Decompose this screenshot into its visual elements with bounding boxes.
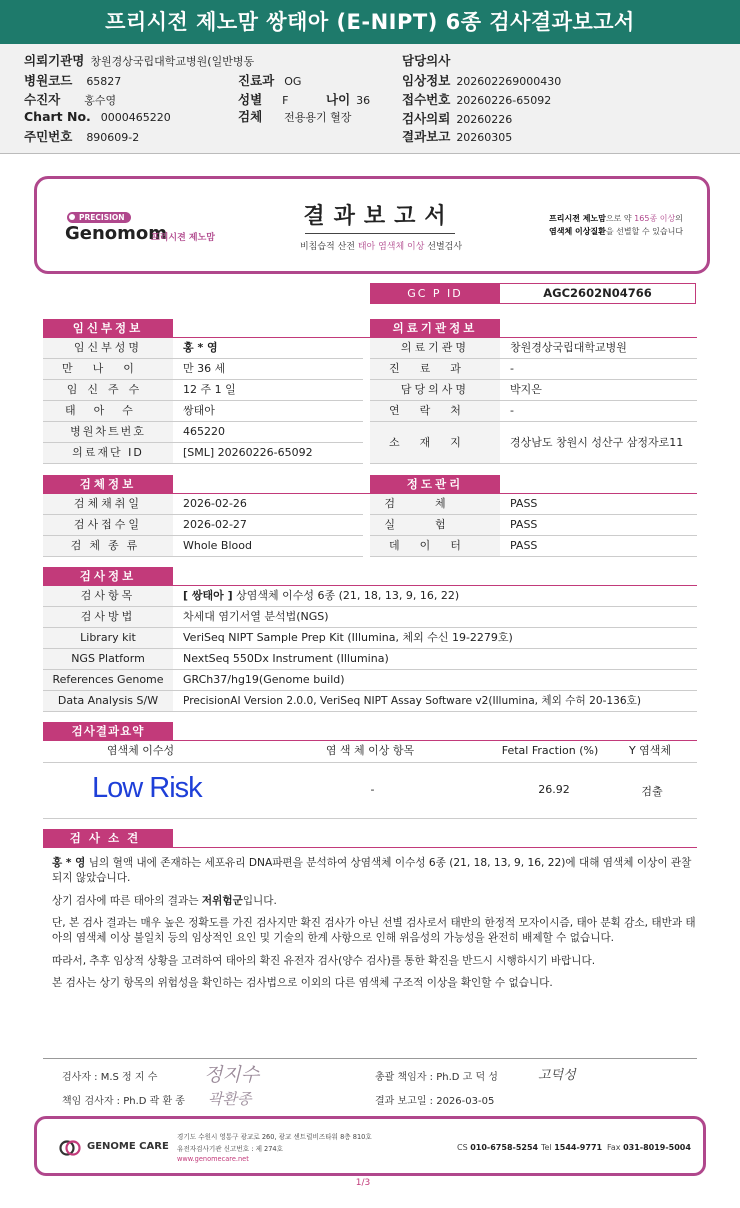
genome-care-logo-icon: [59, 1139, 81, 1157]
info-receipt-no: [402, 90, 551, 108]
license-number: 유전자검사기관 신고번호 : 제 274호: [177, 1145, 283, 1153]
row-value: 2026-02-27: [183, 518, 247, 531]
qc-row: [370, 494, 697, 515]
info-value: 202602269000430: [456, 75, 562, 88]
info-label: 검사의뢰: [402, 111, 451, 126]
company-footer: [34, 1116, 706, 1176]
tagline-text: 으로 약: [605, 214, 635, 223]
precision-badge: [67, 212, 131, 223]
opinion-text: 입니다.: [242, 895, 277, 907]
row-value: Whole Blood: [183, 539, 252, 552]
tagline-brand: 프리시젼 제노맘: [549, 214, 606, 223]
row-label: 검체채취일: [43, 494, 173, 514]
banner-tagline-1: [549, 213, 683, 224]
row-value: GRCh37/hg19(Genome build): [183, 673, 345, 686]
info-sex: [238, 90, 288, 108]
patient-row: [43, 380, 363, 401]
specimen-row: [43, 515, 363, 536]
row-label: 태아수: [43, 401, 173, 421]
risk-group: 저위험군: [201, 895, 243, 907]
summary-abnormal-value: -: [370, 783, 375, 796]
contact-value: 010-6758-5254: [470, 1143, 539, 1152]
test-row: [43, 628, 697, 649]
qc-row: [370, 536, 697, 557]
info-value: 창원경상국립대학교병원(일반병동: [90, 55, 255, 68]
row-value: 창원경상국립대학교병원: [510, 341, 627, 354]
contact-label: Fax: [607, 1143, 621, 1152]
opinion-text: 상기 검사에 따른 태아의 결과는: [52, 895, 202, 907]
patient-row: [43, 359, 363, 380]
row-value: 차세대 염기서열 분석법(NGS): [183, 610, 329, 623]
summary-y-value: 검출: [641, 785, 663, 798]
row-label: 검사방법: [43, 607, 173, 627]
info-value: 36: [356, 94, 371, 107]
row-value: 465220: [183, 425, 225, 438]
gcpid-label: GC P ID: [370, 283, 500, 304]
director-signature: 고덕성: [538, 1068, 576, 1083]
info-label: 접수번호: [402, 92, 451, 107]
contact-value: 1544-9771: [554, 1143, 603, 1152]
opinion-paragraph-3: 단, 본 검사 결과는 매우 높은 정확도를 가진 검사지만 확진 검사가 아닌 선별 검사로서 태반의 한정적 모자이시즘, 태아 분획 감소, 태반과 태아의 염색체 이상 불일치 등의 임상적인 요인 및 기술의 한계 사항으로 인해 위음성의 가능성을 완전히 배제할 수 없습니다.: [52, 917, 696, 944]
info-value: 전용용기 혈장: [284, 111, 352, 124]
info-resident-no: [24, 127, 139, 145]
row-value: 만 36 세: [183, 362, 226, 375]
opinion-paragraph-4: 따라서, 추후 임상적 상황을 고려하여 태아의 확진 유전자 검사(양수 검사)를 통한 확진을 반드시 시행하시기 바랍니다.: [52, 955, 596, 967]
report-subtitle: [281, 239, 481, 252]
info-request-date: [402, 109, 512, 127]
precision-label: PRECISION: [79, 213, 125, 222]
specimen-row: [43, 536, 363, 557]
row-value: -: [510, 362, 514, 375]
info-doctor: [402, 51, 456, 69]
row-label: 검체종류: [43, 536, 173, 556]
row-label: 검체: [370, 494, 500, 514]
row-label: 의료기관명: [370, 338, 500, 358]
row-value: 홍 * 영: [183, 341, 218, 354]
row-label: 검사항목: [43, 586, 173, 606]
heading-underline: [305, 233, 455, 234]
row-value: 2026-02-26: [183, 497, 247, 510]
row-label: 연락처: [370, 401, 500, 421]
opinion-paragraph-1: [52, 856, 697, 886]
chief-tester-name: 책임 검사자 : Ph.D 곽 환 종: [62, 1096, 185, 1107]
row-label: 실험: [370, 515, 500, 535]
chief-signature: 곽환종: [208, 1090, 252, 1108]
test-row: [43, 649, 697, 670]
summary-bottom-divider: [43, 818, 697, 819]
row-label: References Genome: [43, 670, 173, 690]
section-qc-title: 정도관리: [370, 475, 500, 493]
test-row: [43, 607, 697, 628]
subtitle-part: 비침습적 산전: [299, 242, 358, 252]
test-row: [43, 586, 697, 607]
info-value: OG: [284, 75, 302, 88]
section-hospital-title: 의료기관정보: [370, 319, 500, 337]
info-chart-no: [24, 109, 171, 124]
patient-row: [43, 443, 363, 464]
info-label: 의뢰기관명: [24, 53, 85, 68]
hospital-row: [370, 359, 697, 380]
info-label: 담당의사: [402, 53, 451, 68]
info-label: 성별: [238, 92, 263, 107]
row-value: 박지은: [510, 383, 542, 396]
specimen-row: [43, 494, 363, 515]
summary-fetal-fraction-value: 26.92: [538, 783, 570, 796]
row-label: 만나이: [43, 359, 173, 379]
opinion-paragraph-2: [52, 894, 697, 909]
tagline-text: 을 선별할 수 있습니다: [605, 227, 684, 236]
row-label: 진료과: [370, 359, 500, 379]
report-heading: 결과보고서: [303, 203, 455, 229]
row-label: Data Analysis S/W: [43, 691, 173, 711]
gcpid-value: AGC2602N04766: [500, 283, 696, 304]
opinion-paragraph-5: 본 검사는 상기 항목의 위험성을 확인하는 검사법으로 이외의 다른 염색체 구조적 이상을 확인할 수 없습니다.: [52, 977, 553, 989]
summary-header-y: Y 염색체: [628, 744, 672, 757]
row-label: 병원차트번호: [43, 422, 173, 442]
row-value: [SML] 20260226-65092: [183, 446, 313, 459]
tagline-bold: 염색체 이상질환: [549, 227, 606, 236]
result-low-risk: Low Risk: [92, 772, 202, 804]
tester-signature: 정지수: [204, 1064, 260, 1086]
row-value: -: [510, 404, 514, 417]
summary-header-fetal-fraction: Fetal Fraction (%): [501, 744, 599, 757]
test-item-twin: [ 쌍태아 ]: [183, 589, 233, 602]
company-name: GENOME CARE: [87, 1141, 169, 1152]
section-test-title: 검사정보: [43, 567, 173, 585]
row-value: PASS: [510, 518, 538, 531]
info-age: [326, 90, 370, 108]
summary-header-abnormal: 염 색 체 이상 항목: [325, 744, 415, 757]
info-label: 나이: [326, 92, 351, 107]
test-row: [43, 670, 697, 691]
banner-tagline-2: [549, 226, 683, 237]
badge-dot-icon: [69, 214, 75, 220]
summary-header-aneuploidy: 염색체 이수성: [106, 744, 175, 757]
section-summary-title: 검사결과요약: [43, 722, 173, 740]
genomom-logo: Genomom: [65, 223, 168, 244]
subtitle-part: 선별검사: [424, 242, 463, 252]
order-info-panel: [0, 44, 740, 154]
contact-value: 031-8019-5004: [623, 1143, 691, 1152]
qc-row: [370, 515, 697, 536]
patient-row: [43, 422, 363, 443]
row-label: 검사접수일: [43, 515, 173, 535]
section-opinion-title: 검사소견: [43, 829, 173, 847]
subtitle-highlight: 태아 염색체 이상: [357, 242, 425, 252]
row-label: 의료재단 ID: [43, 443, 173, 463]
info-value: 20260226-65092: [456, 94, 552, 107]
info-clinical: [402, 71, 561, 89]
info-label: 수진자: [24, 92, 61, 107]
info-value: 65827: [86, 75, 122, 88]
page-number: 1/3: [355, 1178, 371, 1188]
genomom-logo-ko: 프리시젼 제노맘: [151, 233, 215, 243]
info-label: 임상정보: [402, 73, 451, 88]
row-value: PASS: [510, 497, 538, 510]
info-report-date: [402, 127, 512, 145]
row-label: 임신주수: [43, 380, 173, 400]
row-value: 상염색체 이수성 6종 (21, 18, 13, 9, 16, 22): [232, 589, 460, 602]
row-value: 12 주 1 일: [183, 383, 236, 396]
info-specimen: [238, 107, 351, 125]
row-value: 경상남도 창원시 성산구 삼정자로11: [510, 436, 684, 449]
report-banner: [34, 176, 710, 274]
row-value: VeriSeq NIPT Sample Prep Kit (Illumina, 체외 수신 19-2279호): [183, 631, 513, 644]
row-value: PrecisionAI Version 2.0.0, VeriSeq NIPT Assay Software v2(Illumina, 체외 수허 20-136호): [183, 695, 641, 707]
info-value: 홍수영: [84, 94, 117, 107]
info-value: 890609-2: [86, 131, 140, 144]
contact-tel: [541, 1143, 602, 1152]
contact-label: Tel: [541, 1143, 552, 1152]
row-label: 데이터: [370, 536, 500, 556]
test-row: [43, 691, 697, 712]
report-date: 결과 보고일 : 2026-03-05: [375, 1096, 495, 1107]
contact-label: CS: [457, 1143, 468, 1152]
tester-name: 검사자 : M.S 정 지 수: [62, 1072, 158, 1083]
info-label: Chart No.: [24, 109, 91, 124]
hospital-row: [370, 380, 697, 401]
info-hospital-code: [24, 71, 121, 89]
row-label: 소재지: [370, 422, 500, 463]
hospital-row: [370, 338, 697, 359]
info-label: 검체: [238, 109, 263, 124]
company-address: 경기도 수원시 영통구 광교로 260, 광교 센트럴비즈타워 8층 810호: [177, 1133, 372, 1141]
company-website[interactable]: www.genomecare.net: [177, 1155, 249, 1163]
patient-name: 홍 * 영: [52, 857, 86, 869]
row-label: Library kit: [43, 628, 173, 648]
row-value: 쌍태아: [183, 404, 215, 417]
opinion-text: 님의 혈액 내에 존재하는 세포유리 DNA파편을 분석하여 상염색체 이수성 6종 (21, 18, 13, 9, 16, 22)에 대해 염색체 이상이 관찰되지 않았습니다.: [52, 857, 692, 884]
hospital-row: [370, 401, 697, 422]
row-value: PASS: [510, 539, 538, 552]
info-department: [238, 71, 301, 89]
info-hospital: [24, 51, 254, 69]
contact-fax: [607, 1143, 691, 1152]
info-value: 0000465220: [100, 111, 171, 124]
info-label: 결과보고: [402, 129, 451, 144]
tagline-count: 165종 이상: [634, 214, 676, 223]
row-label: NGS Platform: [43, 649, 173, 669]
info-label: 병원코드: [24, 73, 73, 88]
info-value: F: [282, 94, 289, 107]
section-patient-title: 임신부정보: [43, 319, 173, 337]
report-title-bar: 프리시전 제노맘 쌍태아 (E-NIPT) 6종 검사결과보고서: [0, 0, 740, 44]
info-value: 20260226: [456, 113, 513, 126]
signature-divider: [43, 1058, 697, 1059]
tagline-text: 의: [675, 214, 683, 223]
contact-cs: [457, 1143, 538, 1152]
section-divider: [43, 847, 697, 848]
info-label: 주민번호: [24, 129, 73, 144]
row-label: 담당의사명: [370, 380, 500, 400]
info-label: 진료과: [238, 73, 275, 88]
row-value: NextSeq 550Dx Instrument (Illumina): [183, 652, 389, 665]
hospital-row: [370, 422, 697, 464]
director-name: 총괄 책임자 : Ph.D 고 덕 성: [375, 1072, 498, 1083]
info-value: 20260305: [456, 131, 513, 144]
row-label: 임신부성명: [43, 338, 173, 358]
summary-header-divider: [43, 762, 697, 763]
section-specimen-title: 검체정보: [43, 475, 173, 493]
info-patient: [24, 90, 116, 108]
patient-row: [43, 401, 363, 422]
patient-row: [43, 338, 363, 359]
